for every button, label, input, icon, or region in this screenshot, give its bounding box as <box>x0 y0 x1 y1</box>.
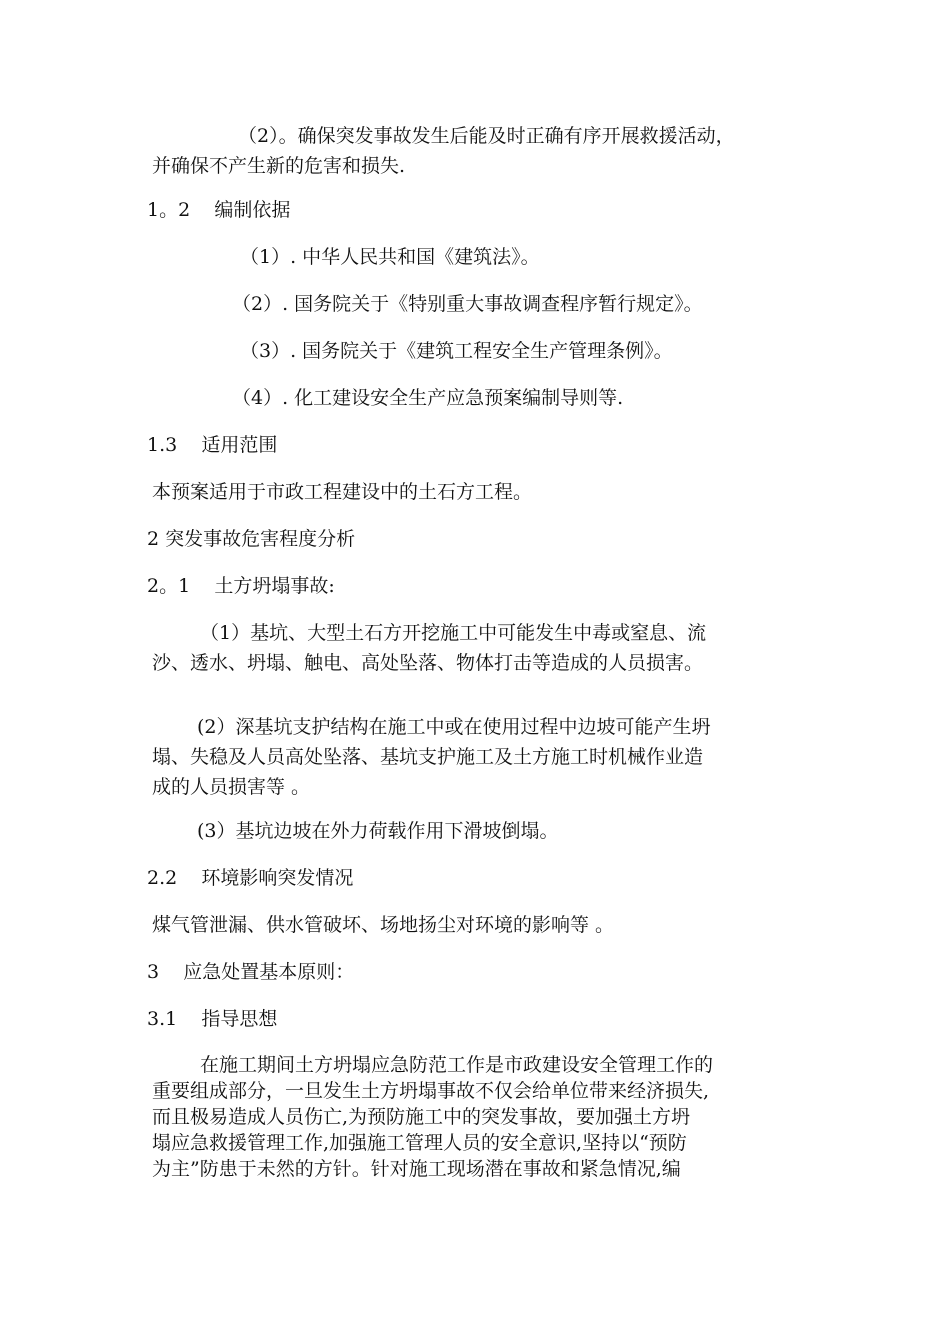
list-item: （2）. 国务院关于《特别重大事故调查程序暂行规定》。 <box>232 293 703 315</box>
paragraph-line: 塌应急救援管理工作,加强施工管理人员的安全意识,坚持以“预防 <box>152 1132 687 1154</box>
paragraph-line: 煤气管泄漏、供水管破坏、场地扬尘对环境的影响等 。 <box>152 914 615 936</box>
paragraph-line: 重要组成部分，一旦发生土方坍塌事故不仅会给单位带来经济损失, <box>152 1080 710 1102</box>
section-heading: 1.3 适用范围 <box>147 434 278 456</box>
paragraph-line: 为主”防患于未然的方针。针对施工现场潜在事故和紧急情况,编 <box>152 1158 681 1180</box>
paragraph-line: 成的人员损害等 。 <box>152 776 311 798</box>
section-heading: 2。1 土方坍塌事故: <box>147 575 335 597</box>
paragraph-line: (3）基坑边坡在外力荷载作用下滑坡倒塌。 <box>197 820 559 842</box>
list-item: （3）. 国务院关于《建筑工程安全生产管理条例》。 <box>240 340 673 362</box>
section-heading: 2.2 环境影响突发情况 <box>147 867 354 889</box>
section-heading: 3.1 指导思想 <box>147 1008 278 1030</box>
section-heading: 1。2 编制依据 <box>147 199 291 221</box>
section-heading: 2 突发事故危害程度分析 <box>147 528 356 550</box>
section-heading: 3 应急处置基本原则： <box>147 961 355 983</box>
list-item: （1）. 中华人民共和国《建筑法》。 <box>240 246 540 268</box>
paragraph-line: 并确保不产生新的危害和损失. <box>152 155 406 177</box>
paragraph-line: 在施工期间土方坍塌应急防范工作是市政建设安全管理工作的 <box>200 1054 714 1076</box>
paragraph-line: 沙、透水、坍塌、触电、高处坠落、物体打击等造成的人员损害。 <box>152 652 704 674</box>
list-item: （4）. 化工建设安全生产应急预案编制导则等. <box>232 387 624 409</box>
paragraph-line: （2）。确保突发事故发生后能及时正确有序开展救援活动， <box>238 125 735 147</box>
paragraph-line: (2）深基坑支护结构在施工中或在使用过程中边坡可能产生坍 <box>197 716 711 738</box>
paragraph-line: 本预案适用于市政工程建设中的土石方工程。 <box>152 481 533 503</box>
paragraph-line: 而且极易造成人员伤亡,为预防施工中的突发事故，要加强土方坍 <box>152 1106 691 1128</box>
paragraph-line: 塌、失稳及人员高处坠落、基坑支护施工及土方施工时机械作业造 <box>152 746 704 768</box>
paragraph-line: （1）基坑、大型土石方开挖施工中可能发生中毒或窒息、流 <box>200 622 707 644</box>
